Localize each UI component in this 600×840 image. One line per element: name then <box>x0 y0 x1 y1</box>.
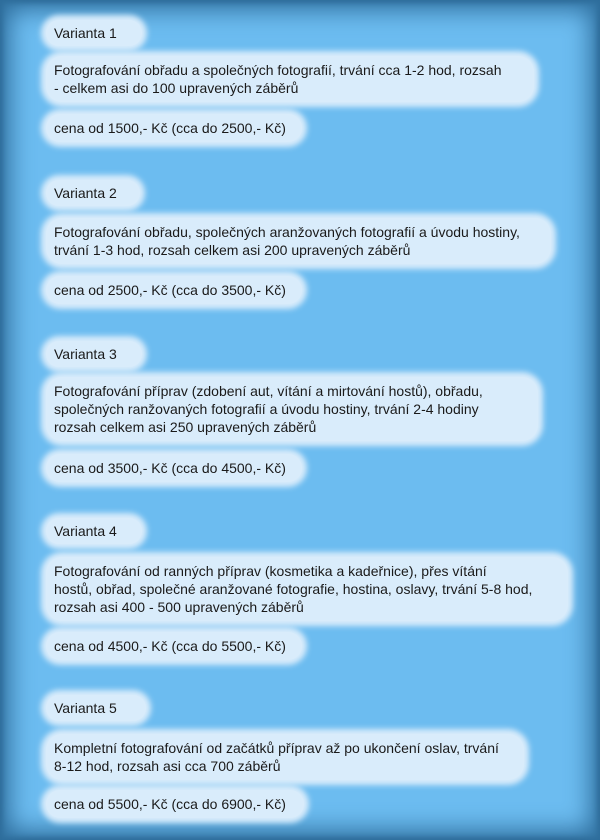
variant-description <box>46 734 524 780</box>
description-line: trvání 1-3 hod, rozsah celkem asi 200 upravených záběrů <box>54 242 411 258</box>
variant-price: cena od 4500,- Kč (cca do 5500,- Kč) <box>46 632 302 660</box>
description-line: Fotografování příprav (zdobení aut, vítání a mirtování hostů), obřadu, <box>54 383 483 399</box>
variant-description <box>46 557 568 621</box>
description-line: rozsah celkem asi 250 upravených záběrů <box>54 419 317 435</box>
description-line: hostů, obřad, společné aranžované fotografie, hostina, oslavy, trvání 5-8 hod, <box>54 581 533 597</box>
description-line: společných ranžovaných fotografií a úvodu hostiny, trvání 2-4 hodiny <box>54 401 479 417</box>
description-line: - celkem asi do 100 upravených záběrů <box>54 80 299 96</box>
variant-title: Varianta 5 <box>46 695 146 721</box>
variant-price: cena od 5500,- Kč (cca do 6900,- Kč) <box>46 790 304 818</box>
description-line: 8-12 hod, rozsah asi cca 700 záběrů <box>54 758 281 774</box>
variant-price: cena od 1500,- Kč (cca do 2500,- Kč) <box>46 114 302 142</box>
variant-title: Varianta 1 <box>46 20 142 46</box>
description-line: rozsah asi 400 - 500 upravených záběrů <box>54 599 304 615</box>
description-line: Fotografování obřadu a společných fotografií, trvání cca 1-2 hod, rozsah <box>54 62 502 78</box>
variant-price: cena od 2500,- Kč (cca do 3500,- Kč) <box>46 276 302 304</box>
variant-description <box>46 377 538 441</box>
variant-title: Varianta 4 <box>46 518 142 544</box>
description-line: Kompletní fotografování od začátků příprav až po ukončení oslav, trvání <box>54 740 499 756</box>
variant-title: Varianta 3 <box>46 341 142 367</box>
variant-title: Varianta 2 <box>46 180 140 206</box>
variant-description <box>46 56 534 102</box>
description-line: Fotografování od ranných příprav (kosmetika a kadeřnice), přes vítání <box>54 563 487 579</box>
variant-description <box>46 218 551 264</box>
description-line: Fotografování obřadu, společných aranžovaných fotografií a úvodu hostiny, <box>54 224 520 240</box>
variant-price: cena od 3500,- Kč (cca do 4500,- Kč) <box>46 454 302 482</box>
